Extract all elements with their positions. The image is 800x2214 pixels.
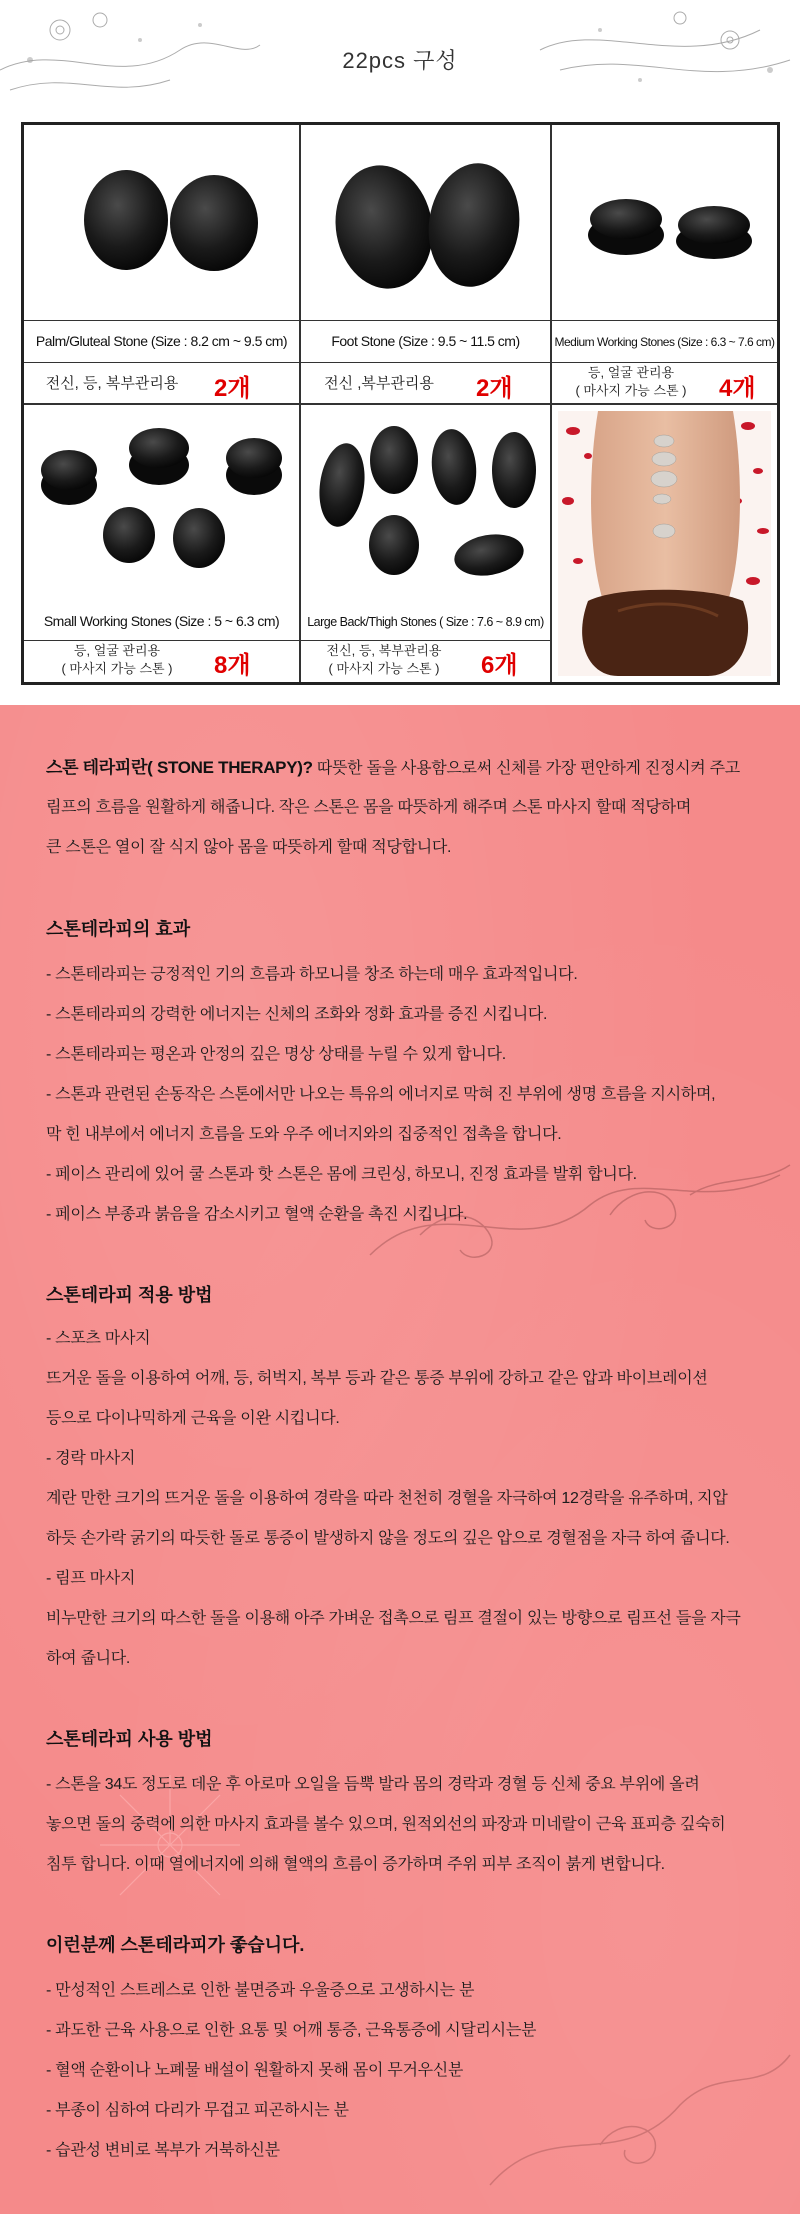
- application-line: 등으로 다이나믹하게 근육을 이완 시킵니다.: [46, 1410, 340, 1427]
- large-stone-image: [314, 415, 544, 585]
- application-line: - 스포츠 마사지: [46, 1330, 151, 1347]
- medium-stone-image: [584, 185, 759, 265]
- medium-stone-label: Medium Working Stones (Size : 6.3 ~ 7.6 cm): [554, 335, 775, 349]
- application-line: - 경락 마사지: [46, 1450, 136, 1467]
- palm-stone-image: [74, 155, 264, 285]
- application-line: 하듯 손가락 굵기의 따듯한 돌로 통증이 발생하지 않을 정도의 깊은 압으로 경혈점을 자극 하여 줍니다.: [46, 1530, 730, 1547]
- application-heading: 스톤테라피 적용 방법: [46, 1285, 213, 1305]
- application-line: 뜨거운 돌을 이용하여 어깨, 등, 허벅지, 복부 등과 같은 통증 부위에 강하고 같은 압과 바이브레이션: [46, 1370, 708, 1387]
- effects-line: - 스톤테라피는 긍정적인 기의 흐름과 하모니를 창조 하는데 매우 효과적입니다.: [46, 966, 578, 983]
- stone-therapy-info-section: [0, 705, 800, 2214]
- stone-therapy-photo: [558, 411, 771, 676]
- effects-line: - 스톤과 관련된 손동작은 스톤에서만 나오는 특유의 에너지로 막혀 진 부위에 생명 흐름을 지시하며,: [46, 1086, 716, 1103]
- usage-heading: 스톤테라피 사용 방법: [46, 1729, 213, 1749]
- effects-heading: 스톤테라피의 효과: [46, 919, 191, 939]
- palm-stone-desc: 전신, 등, 복부관리용: [45, 375, 179, 392]
- page-title: 22pcs 구성: [342, 48, 458, 73]
- application-line: 계란 만한 크기의 뜨거운 돌을 이용하여 경락을 따라 천천히 경혈을 자극하여 12경락을 유주하며, 지압: [46, 1490, 728, 1507]
- recommended-line: - 습관성 변비로 복부가 거북하신분: [46, 2142, 280, 2159]
- effects-line: - 스톤테라피는 평온과 안정의 깊은 명상 상태를 누릴 수 있게 합니다.: [46, 1046, 506, 1063]
- application-line: - 림프 마사지: [46, 1570, 136, 1587]
- palm-stone-count: 2개: [214, 375, 251, 402]
- large-stone-count: 6개: [481, 652, 518, 679]
- effects-line: 막 힌 내부에서 에너지 흐름을 도와 우주 에너지와의 집중적인 접촉을 합니다.: [46, 1126, 562, 1143]
- product-composition-section: [0, 0, 800, 705]
- large-stone-desc: 전신, 등, 복부관리용 ( 마사지 가능 스톤 ): [326, 643, 442, 676]
- usage-line: - 스톤을 34도 정도로 데운 후 아로마 오일을 듬뿍 발라 몸의 경락과 경혈 등 신체 중요 부위에 올려: [46, 1776, 700, 1793]
- medium-stone-count: 4개: [719, 375, 756, 402]
- recommended-heading: 이런분께 스톤테라피가 좋습니다.: [46, 1935, 305, 1955]
- recommended-line: - 부종이 심하여 다리가 무겁고 피곤하시는 분: [46, 2102, 349, 2119]
- application-line: 비누만한 크기의 따스한 돌을 이용해 아주 가벼운 접촉으로 림프 결절이 있는 방향으로 림프선 들을 자극: [46, 1610, 741, 1627]
- recommended-line: - 혈액 순환이나 노폐물 배설이 원활하지 못해 몸이 무거우신분: [46, 2062, 464, 2079]
- large-stone-label: Large Back/Thigh Stones ( Size : 7.6 ~ 8.9 cm): [307, 615, 544, 629]
- palm-stone-label: Palm/Gluteal Stone (Size : 8.2 cm ~ 9.5 cm): [35, 333, 288, 349]
- application-line: 하여 줍니다.: [46, 1650, 131, 1667]
- effects-line: - 스톤테라피의 강력한 에너지는 신체의 조화와 정화 효과를 증진 시킵니다.: [46, 1006, 548, 1023]
- intro-line-2: 림프의 흐름을 원활하게 해줍니다. 작은 스톤은 몸을 따뜻하게 해주며 스톤 마사지 할때 적당하며: [46, 799, 691, 816]
- stone-set-grid: [21, 122, 780, 685]
- small-stone-count: 8개: [214, 652, 251, 679]
- usage-line: 놓으면 돌의 중력에 의한 마사지 효과를 볼수 있으며, 원적외선의 파장과 미네랄이 근육 표피층 깊숙히: [46, 1816, 726, 1833]
- foot-stone-image: [324, 145, 534, 305]
- small-stone-label: Small Working Stones (Size : 5 ~ 6.3 cm): [43, 613, 280, 629]
- usage-line: 침투 합니다. 이때 열에너지에 의해 혈액의 흐름이 증가하며 주위 피부 조직이 붉게 변합니다.: [46, 1856, 665, 1873]
- effects-line: - 페이스 관리에 있어 쿨 스톤과 핫 스톤은 몸에 크린싱, 하모니, 진정 효과를 발휘 합니다.: [46, 1166, 637, 1183]
- foot-stone-count: 2개: [476, 375, 513, 402]
- foot-stone-label: Foot Stone (Size : 9.5 ~ 11.5 cm): [331, 333, 520, 349]
- small-stone-desc: 등, 얼굴 관리용 ( 마사지 가능 스톤 ): [61, 643, 173, 676]
- foot-stone-desc: 전신 ,복부관리용: [324, 375, 434, 392]
- intro-line-3: 큰 스톤은 열이 잘 식지 않아 몸을 따뜻하게 할때 적당합니다.: [46, 839, 452, 856]
- effects-line: - 페이스 부종과 붉음을 감소시키고 혈액 순환을 촉진 시킵니다.: [46, 1206, 468, 1223]
- recommended-line: - 만성적인 스트레스로 인한 불면증과 우울증으로 고생하시는 분: [46, 1982, 475, 1999]
- intro-line-1: 스톤 테라피란( STONE THERAPY)? 따뜻한 돌을 사용함으로써 신체를 가장 편안하게 진정시켜 주고: [46, 758, 740, 777]
- recommended-line: - 과도한 근육 사용으로 인한 요통 및 어깨 통증, 근육통증에 시달리시는분: [46, 2022, 537, 2039]
- medium-stone-desc: 등, 얼굴 관리용 ( 마사지 가능 스톤 ): [575, 365, 687, 398]
- small-stone-image: [39, 420, 289, 570]
